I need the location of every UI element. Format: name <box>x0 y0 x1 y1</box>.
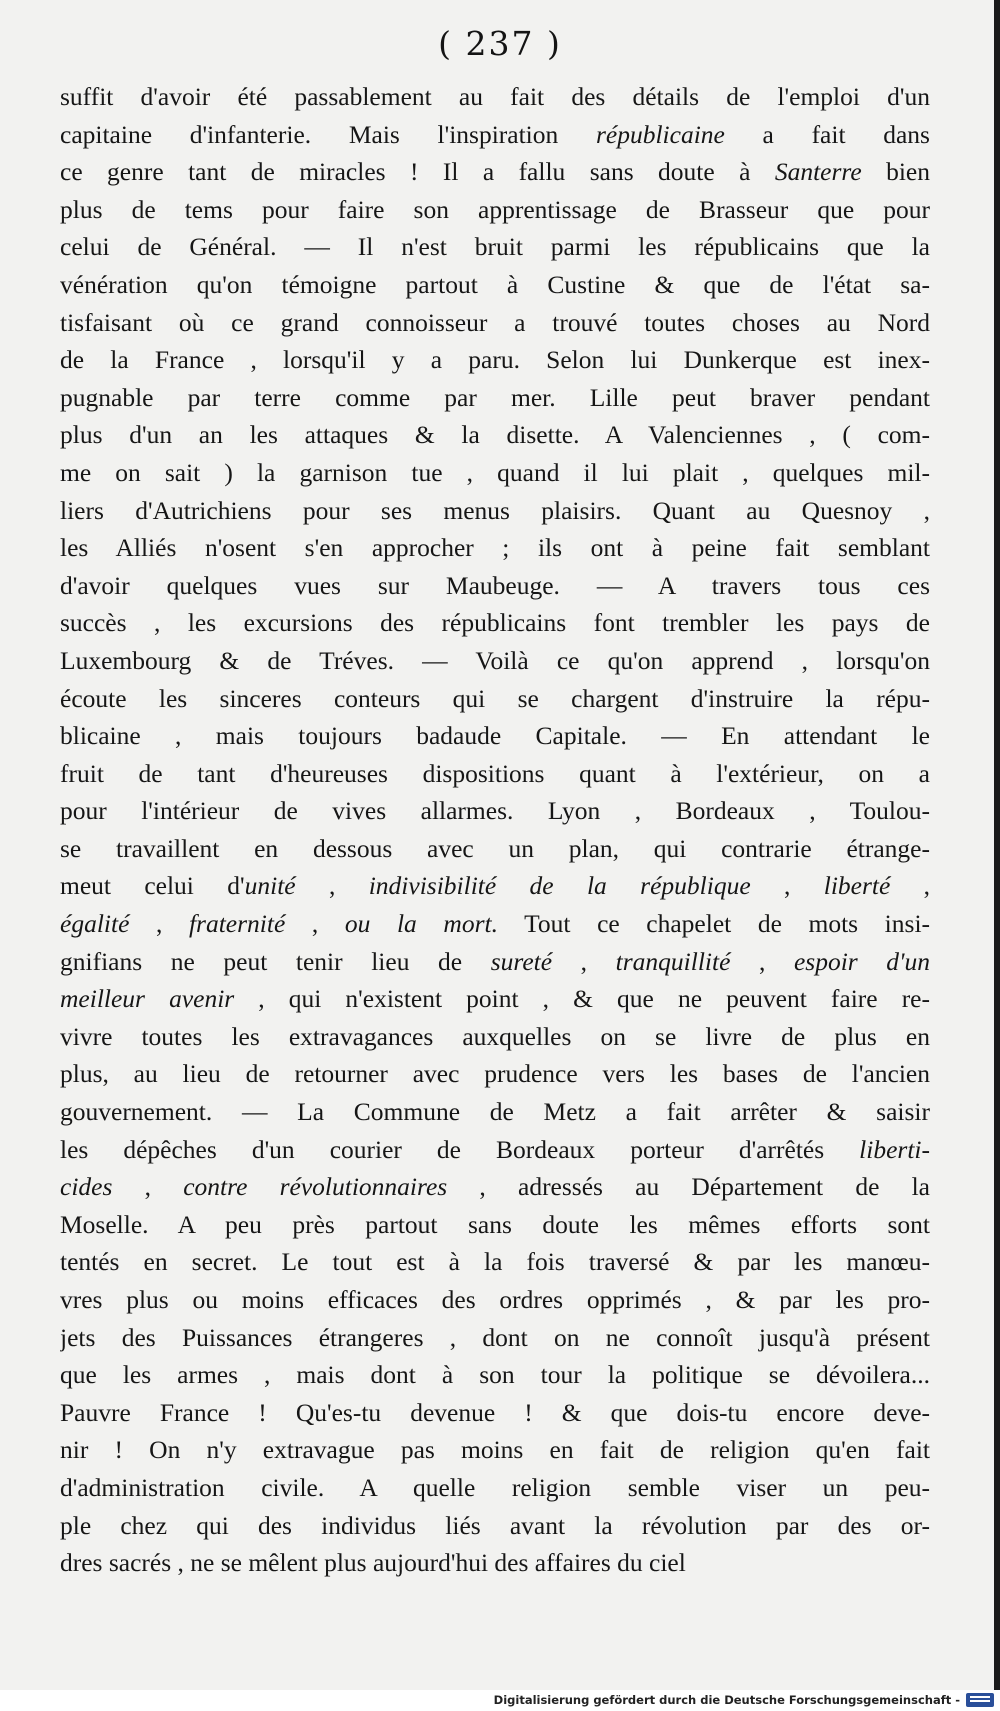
italic-span: fraternité <box>188 909 286 939</box>
italic-span: espoir d'un <box>793 946 930 976</box>
text-span: Moselle. A peu près partout sans doute les mêmes efforts sont <box>60 1209 930 1239</box>
text-span: , <box>730 946 794 976</box>
text-span: que les armes , mais dont à son tour la politique se dévoilera... <box>60 1360 930 1390</box>
text-span: succès , les excursions des républicains font trembler les pays de <box>60 608 930 638</box>
text-line <box>60 416 930 454</box>
text-span: de la France , lorsqu'il y a paru. Selon lui Dunkerque est inex- <box>60 345 930 375</box>
italic-span: liberti- <box>859 1134 930 1164</box>
italic-span: indivisibilité de la république <box>368 871 751 901</box>
footer <box>0 1690 1000 1711</box>
text-span: se travaillent en dessous avec un plan, qui contrarie étrange- <box>60 833 930 863</box>
text-span: Luxembourg & de Tréves. — Voilà ce qu'on apprend , lorsqu'on <box>60 645 930 675</box>
text-line <box>60 1281 930 1319</box>
text-span: , <box>295 871 369 901</box>
text-line <box>60 191 930 229</box>
text-span: meut celui d' <box>60 871 245 901</box>
text-span: les dépêches d'un courier de Bordeaux porteur d'arrêtés <box>60 1134 860 1164</box>
text-span: vivre toutes les extravagances auxquelles on se livre de plus en <box>60 1021 930 1051</box>
text-line <box>60 1356 930 1394</box>
text-line <box>60 492 930 530</box>
text-line <box>60 454 930 492</box>
body-text <box>60 78 930 1582</box>
text-span: celui de Général. — Il n'est bruit parmi les républicains que la <box>60 232 930 262</box>
text-span: tentés en secret. Le tout est à la fois traversé & par les manœu- <box>60 1247 930 1277</box>
italic-span: meilleur avenir <box>60 984 235 1014</box>
text-line <box>60 1055 930 1093</box>
text-line <box>60 1319 930 1357</box>
dfg-logo-icon <box>966 1693 994 1707</box>
text-line <box>60 1093 930 1131</box>
text-line <box>60 1431 930 1469</box>
page-edge-shadow <box>994 0 1000 1690</box>
text-span: a fait dans <box>724 119 930 149</box>
text-line <box>60 341 930 379</box>
text-span: me on sait ) la garnison tue , quand il lui plait , quelques mil- <box>60 457 930 487</box>
italic-span: tranquillité <box>615 946 731 976</box>
text-span: plus de tems pour faire son apprentissage de Brasseur que pour <box>60 194 930 224</box>
text-span: ce genre tant de miracles ! Il a fallu sans doute à <box>60 157 775 187</box>
text-span: , <box>112 1172 184 1202</box>
text-line <box>60 116 930 154</box>
text-line <box>60 1394 930 1432</box>
italic-span: égalité <box>60 909 130 939</box>
text-line <box>60 228 930 266</box>
text-line <box>60 1243 930 1281</box>
italic-span: sureté <box>490 946 553 976</box>
text-line <box>60 567 930 605</box>
text-line <box>60 1206 930 1244</box>
text-span: Pauvre France ! Qu'es-tu devenue ! & que dois-tu encore deve- <box>60 1397 930 1427</box>
text-line <box>60 1018 930 1056</box>
text-line <box>60 755 930 793</box>
text-span: liers d'Autrichiens pour ses menus plaisirs. Quant au Quesnoy , <box>60 495 930 525</box>
text-span: suffit d'avoir été passablement au fait des détails de l'emploi d'un <box>60 82 930 111</box>
text-span: nir ! On n'y extravague pas moins en fait de religion qu'en fait <box>60 1435 930 1465</box>
text-span: , qui n'existent point , & que ne peuvent faire re- <box>234 984 930 1014</box>
italic-span: cides <box>60 1172 113 1202</box>
text-line <box>60 1131 930 1169</box>
text-line <box>60 905 930 943</box>
text-span: fruit de tant d'heureuses dispositions quant à l'extérieur, on a <box>60 758 930 788</box>
italic-span: contre révolutionnaires <box>183 1172 448 1202</box>
text-span: dres sacrés , ne se mêlent plus aujourd'hui des affaires du ciel <box>60 1548 686 1578</box>
text-line <box>60 680 930 718</box>
text-span: , <box>129 909 189 939</box>
text-line <box>60 1168 930 1206</box>
text-line <box>60 379 930 417</box>
text-span: tisfaisant où ce grand connoisseur a trouvé toutes choses au Nord <box>60 307 930 337</box>
footer-credit: Digitalisierung gefördert durch die Deutsche Forschungsgemeinschaft - <box>493 1693 960 1707</box>
text-line <box>60 830 930 868</box>
text-span: blicaine , mais toujours badaude Capitale. — En attendant le <box>60 721 930 751</box>
text-line <box>60 943 930 981</box>
italic-span: unité <box>244 871 296 901</box>
text-span: vres plus ou moins efficaces des ordres opprimés , & par les pro- <box>60 1285 930 1314</box>
text-line <box>60 642 930 680</box>
italic-span: ou la mort. <box>344 909 498 939</box>
page-number: ( 237 ) <box>438 24 562 63</box>
text-line <box>60 304 930 342</box>
text-span: d'avoir quelques vues sur Maubeuge. — A travers tous ces <box>60 570 930 600</box>
text-span: , <box>890 871 930 901</box>
text-line <box>60 529 930 567</box>
text-span: , <box>285 909 345 939</box>
text-span: , adressés au Département de la <box>447 1172 930 1202</box>
text-line <box>60 792 930 830</box>
text-span: plus, au lieu de retourner avec prudence vers les bases de l'ancien <box>60 1059 930 1089</box>
text-span: Tout ce chapelet de mots insi- <box>497 909 930 939</box>
text-line <box>60 867 930 905</box>
text-span: gouvernement. — La Commune de Metz a fait arrêter & saisir <box>60 1097 930 1127</box>
text-span: écoute les sinceres conteurs qui se chargent d'instruire la répu- <box>60 683 930 713</box>
text-span: jets des Puissances étrangeres , dont on ne connoît jusqu'à présent <box>60 1322 930 1352</box>
text-span: plus d'un an les attaques & la disette. A Valenciennes , ( com- <box>60 420 930 450</box>
text-line <box>60 266 930 304</box>
text-span: , <box>750 871 824 901</box>
text-line <box>60 604 930 642</box>
text-line <box>60 1469 930 1507</box>
text-span: les Alliés n'osent s'en approcher ; ils ont à peine fait semblant <box>60 533 930 563</box>
italic-span: liberté <box>823 871 891 901</box>
text-line <box>60 1544 930 1582</box>
text-span: gnifians ne peut tenir lieu de <box>60 946 491 976</box>
text-span: vénération qu'on témoigne partout à Custine & que de l'état sa- <box>60 269 930 299</box>
text-span: capitaine d'infanterie. Mais l'inspiration <box>60 119 596 149</box>
text-span: ple chez qui des individus liés avant la révolution par des or- <box>60 1510 930 1540</box>
text-line <box>60 980 930 1018</box>
text-line <box>60 78 930 116</box>
text-span: bien <box>861 157 930 187</box>
italic-span: Santerre <box>774 157 862 187</box>
text-line <box>60 153 930 191</box>
italic-span: républicaine <box>595 119 725 149</box>
text-span: d'administration civile. A quelle religion semble viser un peu- <box>60 1472 930 1502</box>
text-line <box>60 717 930 755</box>
text-line <box>60 1507 930 1545</box>
text-span: pugnable par terre comme par mer. Lille peut braver pendant <box>60 382 930 412</box>
text-span: , <box>552 946 616 976</box>
text-span: pour l'intérieur de vives allarmes. Lyon , Bordeaux , Toulou- <box>60 796 930 826</box>
